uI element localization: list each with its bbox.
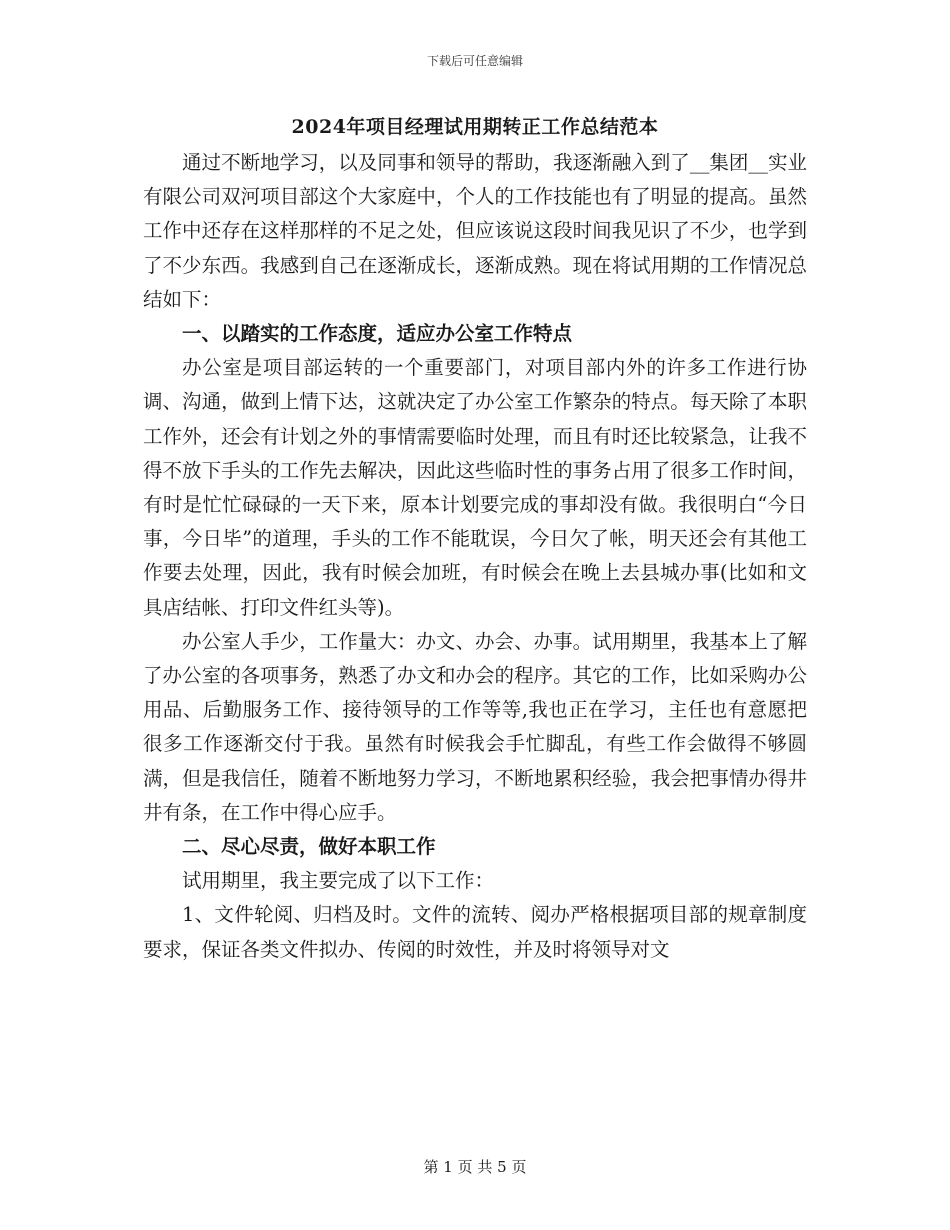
page-header <box>0 52 950 69</box>
paragraph-intro: 通过不断地学习，以及同事和领导的帮助，我逐渐融入到了__集团__实业有限公司双河项目部这个大家庭中，个人的工作技能也有了明显的提高。虽然工作中还存在这样那样的不足之处，但应该说这段时间我见识了不少，也学到了不少东西。我感到自己在逐渐成长，逐渐成熟。现在将试用期的工作情况总结如下： <box>143 151 807 311</box>
page-footer <box>0 1156 950 1177</box>
paragraph-office-workload: 办公室人手少，工作量大：办文、办会、办事。试用期里，我基本上了解了办公室的各项事务，熟悉了办文和办会的程序。其它的工作，比如采购办公用品、后勤服务工作、接待领导的工作等等,我也正在学习，主任也有意愿把很多工作逐渐交付于我。虽然有时候我会手忙脚乱，有些工作会做得不够圆满，但是我信任，随着不断地努力学习，不断地累积经验，我会把事情办得井井有条，在工作中得心应手。 <box>143 629 807 824</box>
document-body <box>143 146 807 967</box>
paragraph-office-role: 办公室是项目部运转的一个重要部门，对项目部内外的许多工作进行协调、沟通，做到上情下达，这就决定了办公室工作繁杂的特点。每天除了本职工作外，还会有计划之外的事情需要临时处理，而且有时还比较紧急，让我不得不放下手头的工作先去解决，因此这些临时性的事务占用了很多工作时间，有时是忙忙碌碌的一天下来，原本计划要完成的事却没有做。我很明白“今日事，今日毕”的道理，手头的工作不能耽误，今日欠了帐，明天还会有其他工作要去处理，因此，我有时候会加班，有时候会在晚上去县城办事(比如和文具店结帐、打印文件红头等)。 <box>143 356 807 619</box>
section-heading-1: 一、以踏实的工作态度，适应办公室工作特点 <box>182 322 573 346</box>
document-title: 2024年项目经理试用期转正工作总结范本 <box>291 116 659 138</box>
header-text: 下载后可任意编辑 <box>426 54 523 68</box>
page-number: 第 1 页 共 5 页 <box>423 1158 527 1176</box>
paragraph-item-1: 1、文件轮阅、归档及时。文件的流转、阅办严格根据项目部的规章制度要求，保证各类文件拟办、传阅的时效性，并及时将领导对文 <box>143 903 807 961</box>
paragraph-work-intro: 试用期里，我主要完成了以下工作： <box>182 869 495 893</box>
section-heading-2: 二、尽心尽责，做好本职工作 <box>182 835 436 859</box>
